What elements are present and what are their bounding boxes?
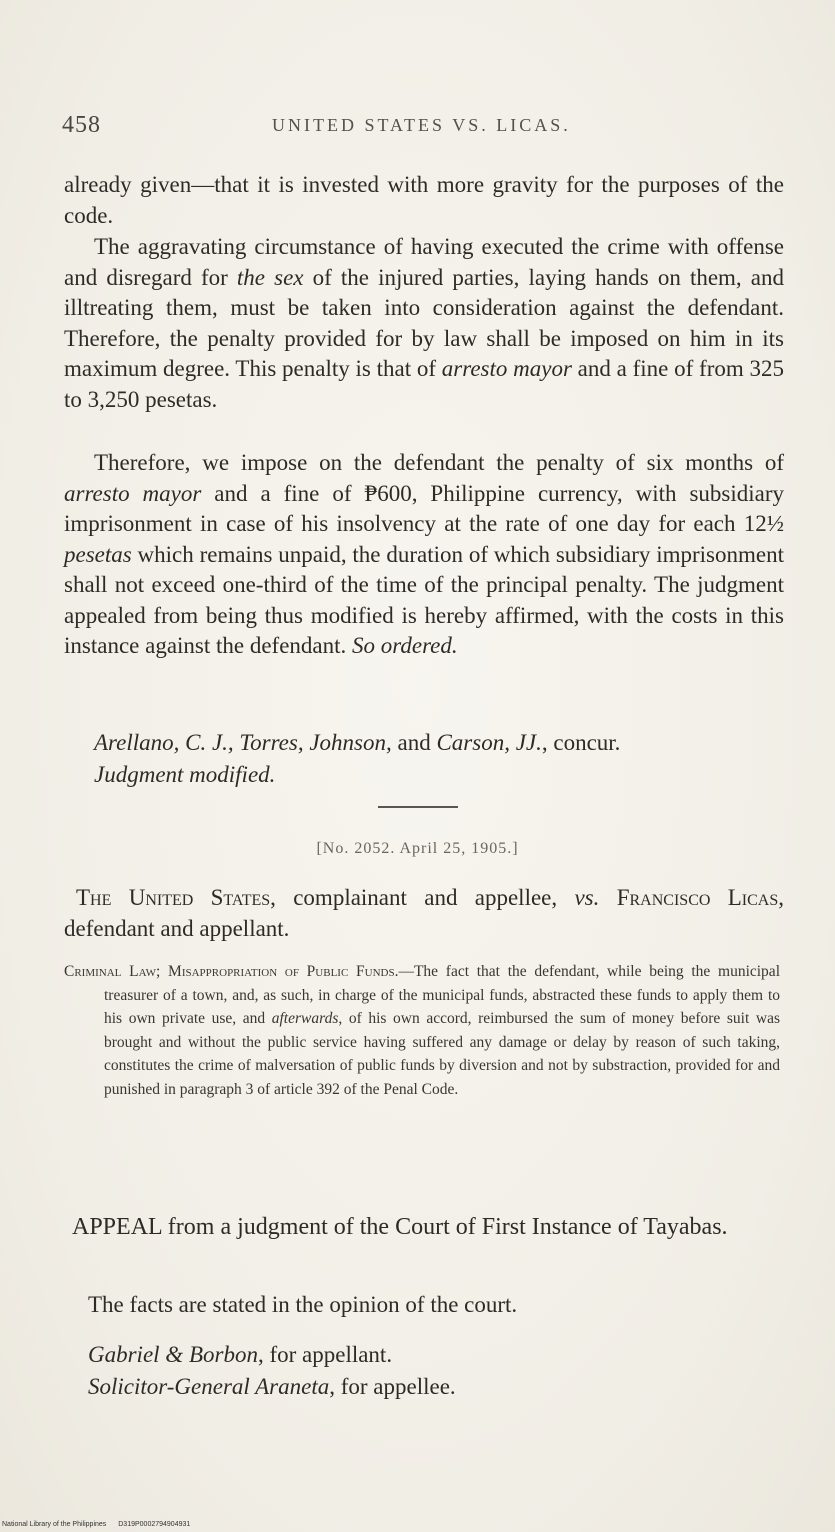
syllabus-text-1: —The fact that the defendant, while being the municipal treasurer of a town, and, as such, in charge of the municipal funds, abstracted these funds to apply them to his own private use, and xyxy=(104,963,780,1028)
concurrence-line xyxy=(64,728,784,759)
paragraph-3-italic1: arresto mayor xyxy=(64,480,202,506)
facts-line: The facts are stated in the opinion of the court. xyxy=(88,1292,518,1317)
running-head: UNITED STATES VS. LICAS. xyxy=(272,115,571,135)
counsel-appellee-name: Solicitor-General Araneta xyxy=(88,1374,330,1399)
judgment-text: Judgment modified. xyxy=(94,762,276,787)
appeal-lead: APPEAL xyxy=(72,1214,162,1240)
page-number: 458 xyxy=(62,112,101,138)
paragraph-3-part3: which remains unpaid, the duration of which subsidiary imprisonment shall not exceed one-third of the time of the principal penalty. The judgment appealed from being thus modified is hereby affirmed, with the costs in this instance against the defendant. xyxy=(64,541,784,658)
counsel-appellant xyxy=(88,1340,788,1370)
syllabus-heading: Criminal Law; Misappropriation of Public Funds. xyxy=(64,963,399,980)
versus: vs. xyxy=(574,885,600,910)
concurrence-and: and xyxy=(391,730,437,755)
syllabus-text-2: , of his own accord, reimbursed the sum of money before suit was brought and without the public service having suffered any damage or delay by reason of such taking, constitutes the crime of malversation of public funds by diversion and not by substraction, provided for and punished in paragraph 3 of article 392 of the Penal Code. xyxy=(104,1010,780,1098)
section-divider xyxy=(378,806,458,808)
judgment-line xyxy=(64,760,784,791)
paragraph-3-part1: Therefore, we impose on the defendant the penalty of six months of xyxy=(94,450,784,475)
counsel-appellee-role: , for appellee. xyxy=(329,1374,456,1399)
counsel-appellee xyxy=(88,1372,788,1402)
paragraph-1-text: already given—that it is invested with more gravity for the purposes of the code. xyxy=(64,172,784,228)
party-defendant: Francisco Licas xyxy=(616,885,779,910)
paragraph-2-italic2: arresto mayor xyxy=(441,356,572,381)
concurring-justices: Arellano, C. J., Torres, Johnson, xyxy=(94,730,392,755)
footer-library: National Library of the Philippines xyxy=(2,1521,107,1528)
paragraph-3-part2: and a fine of ₱600, Philippine currency, with subsidiary imprisonment in case of his insolvency at the rate of one day for each 12½ xyxy=(64,480,784,536)
concurring-last-justice: Carson, JJ. xyxy=(436,730,542,755)
case-title xyxy=(64,882,784,944)
appeal-text: from a judgment of the Court of First Instance of Tayabas. xyxy=(161,1214,728,1240)
counsel-appellant-role: , for appellant. xyxy=(257,1342,393,1367)
paragraph-2-text xyxy=(64,232,784,415)
paragraph-2 xyxy=(64,232,784,415)
role-defendant: , defendant and appellant. xyxy=(64,885,784,941)
paragraph-1 xyxy=(64,170,784,231)
scan-footer xyxy=(2,1521,200,1528)
page-header xyxy=(62,112,784,142)
concurrence-text xyxy=(64,728,784,759)
paragraph-3-text xyxy=(64,448,784,662)
paragraph-2-italic1: the sex xyxy=(236,264,304,290)
paragraph-2-part3: and a fine of from 325 to 3,250 pesetas. xyxy=(64,356,784,412)
paragraph-3 xyxy=(64,448,784,662)
role-complainant: , complainant and appellee, xyxy=(270,885,575,910)
paragraph-2-part2: of the injured parties, laying hands on them, and illtreating them, must be taken into consideration against the defendant. Therefore, the penalty provided for by law shall be imposed on him in its maximum degree. This penalty is that of xyxy=(64,264,784,381)
paragraph-3-italic2: pesetas xyxy=(64,541,132,567)
case-number: [No. 2052. April 25, 1905.] xyxy=(316,840,519,857)
paragraph-2-part1: The aggravating circumstance of having executed the crime with offense and disregard for xyxy=(64,234,784,290)
appeal-line xyxy=(64,1212,784,1243)
footer-id: D319P0002794904931 xyxy=(118,1521,191,1528)
syllabus-italic: afterwards xyxy=(271,1010,339,1028)
concurrence-tail: , concur. xyxy=(541,730,621,755)
counsel-appellant-name: Gabriel & Borbon xyxy=(88,1342,258,1367)
paragraph-3-italic3: So ordered. xyxy=(352,633,458,658)
syllabus xyxy=(64,960,780,1102)
party-complainant: The United States xyxy=(76,885,271,910)
